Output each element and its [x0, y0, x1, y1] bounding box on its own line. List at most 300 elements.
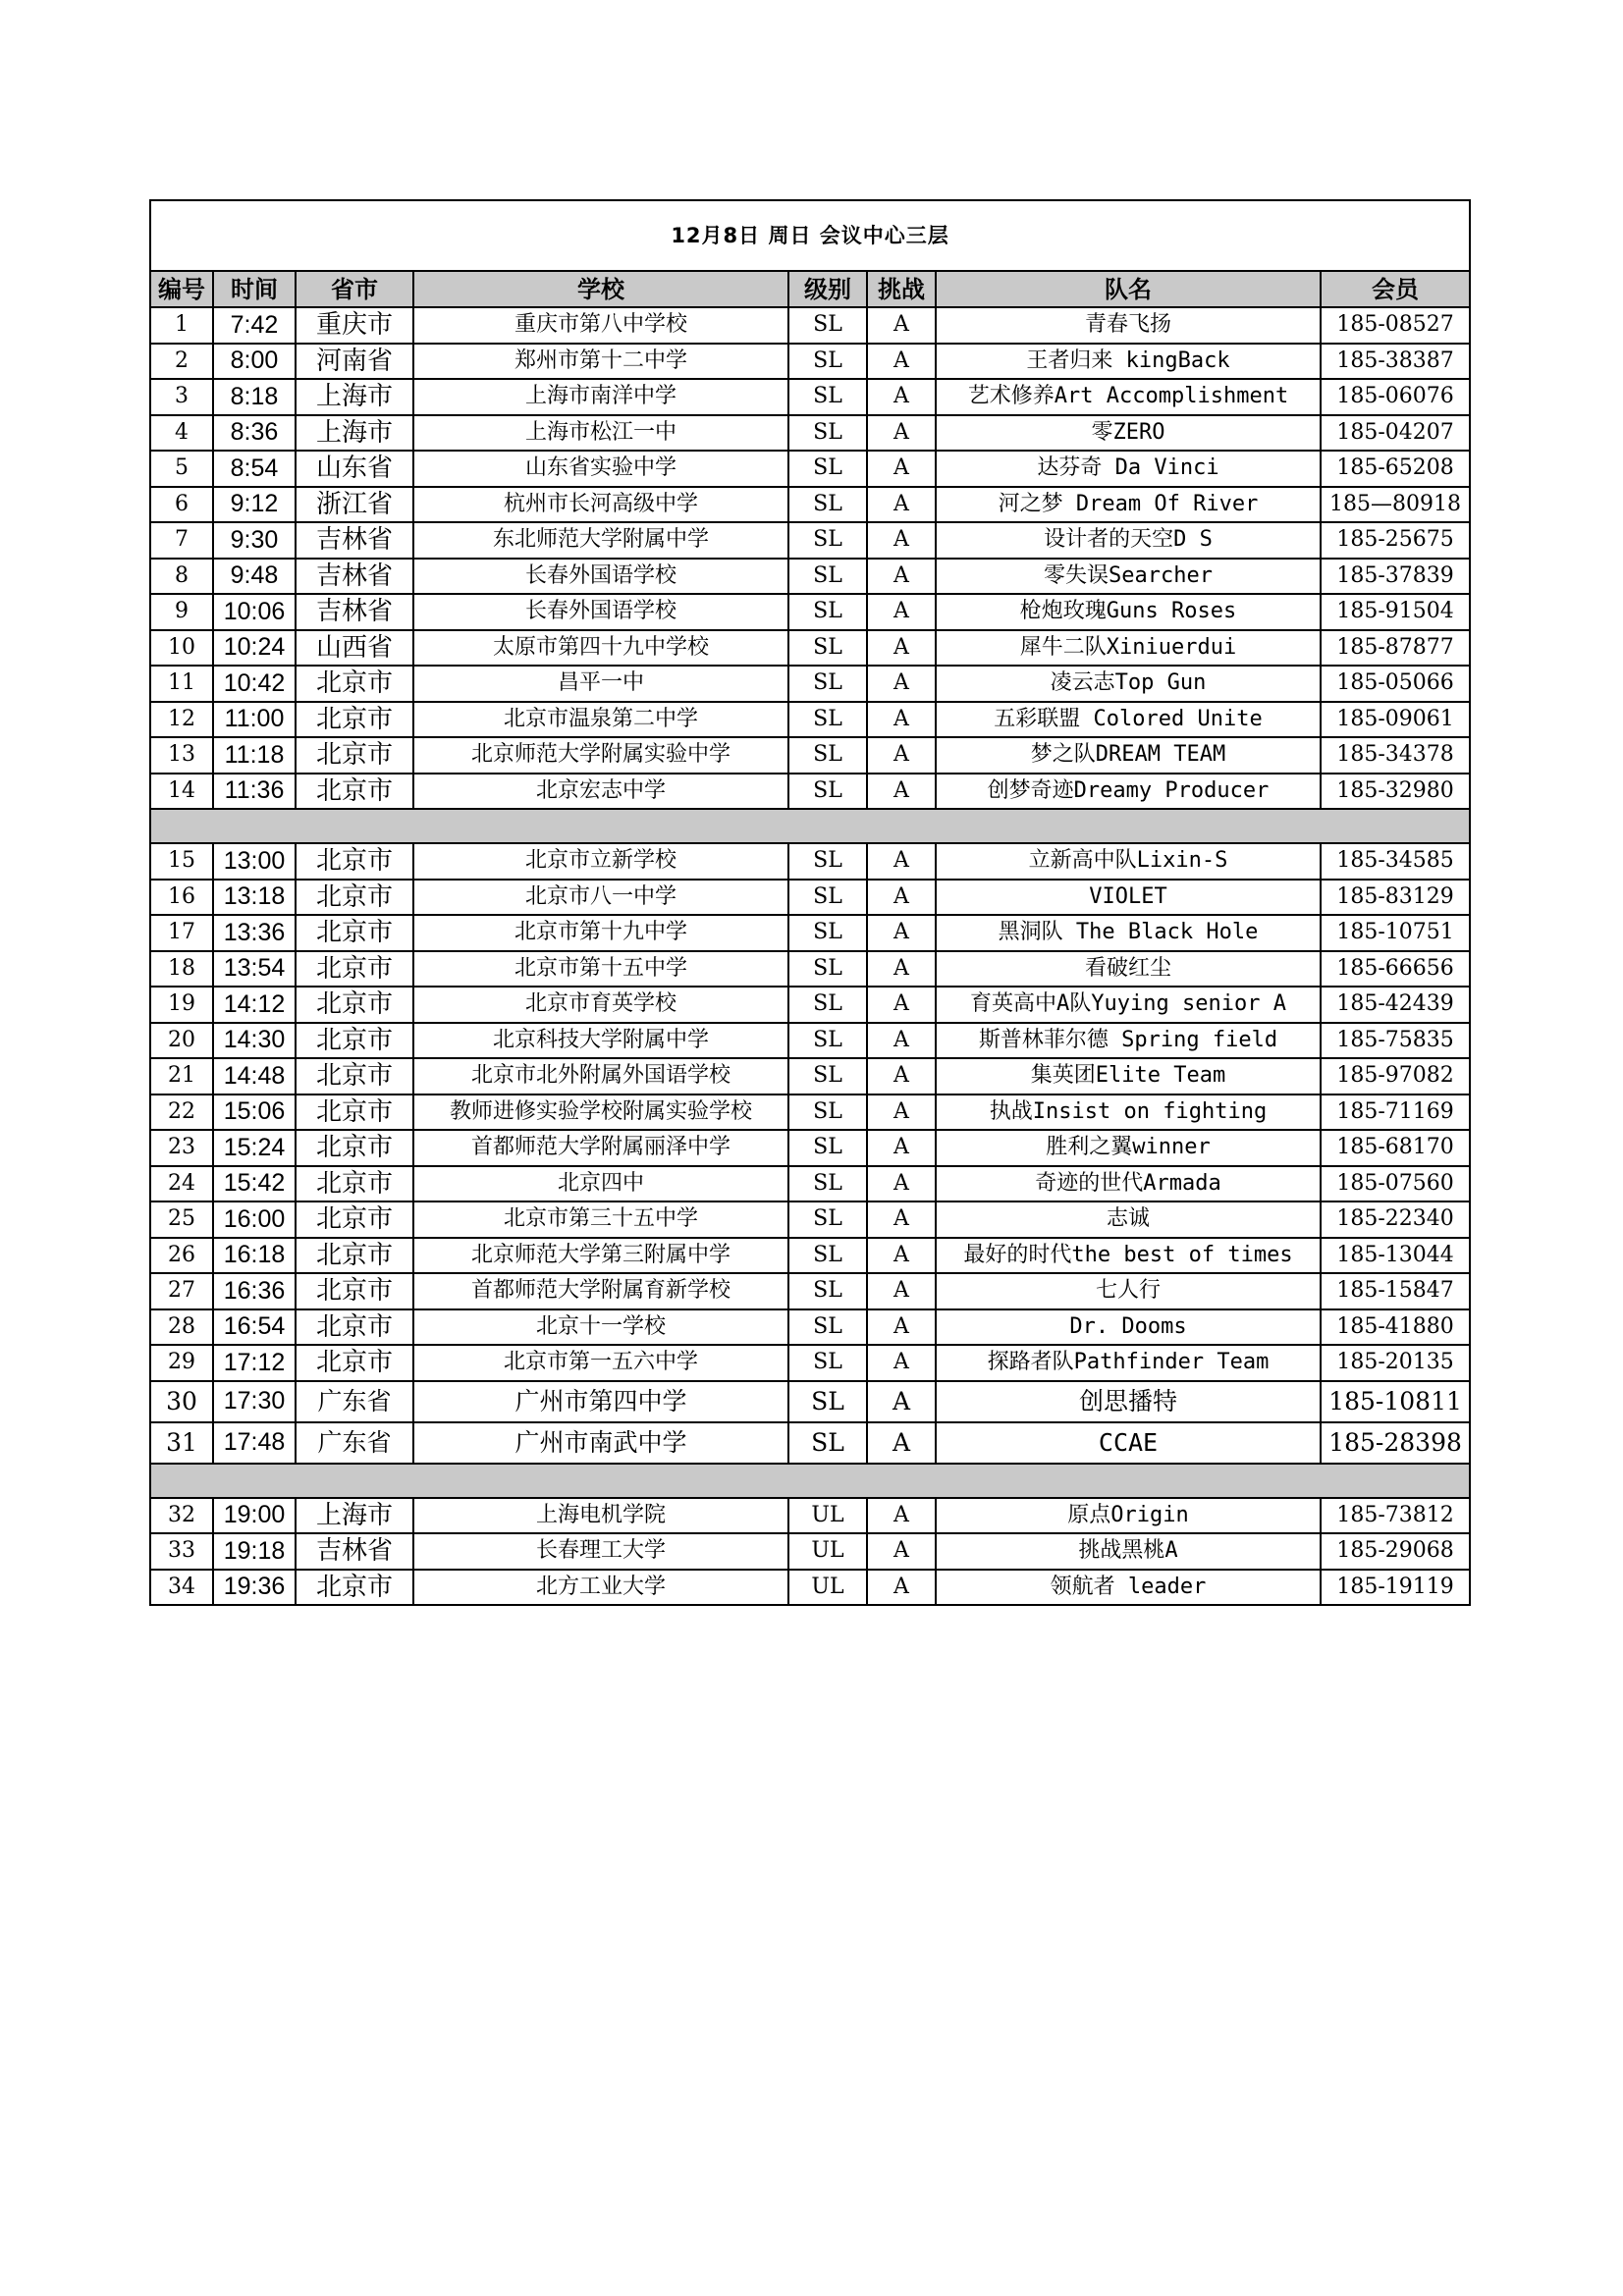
- row-member: 185-07560: [1321, 1166, 1470, 1202]
- row-province: 山西省: [296, 630, 413, 667]
- row-province: 北京市: [296, 737, 413, 774]
- row-school: 郑州市第十二中学: [413, 344, 788, 380]
- header-province: 省市: [296, 271, 413, 307]
- row-school: 长春理工大学: [413, 1533, 788, 1570]
- row-number: 8: [150, 559, 213, 595]
- row-school: 太原市第四十九中学校: [413, 630, 788, 667]
- row-member: 185-05066: [1321, 666, 1470, 702]
- row-level: SL: [788, 415, 867, 452]
- row-province: 北京市: [296, 915, 413, 951]
- row-level: SL: [788, 987, 867, 1023]
- row-challenge: A: [867, 415, 936, 452]
- table-row: [150, 344, 1470, 380]
- row-challenge: A: [867, 1058, 936, 1095]
- row-team: 创梦奇迹Dreamy Producer: [936, 774, 1321, 810]
- session-separator: [150, 809, 1470, 843]
- row-time: 19:36: [213, 1570, 296, 1606]
- row-challenge: A: [867, 379, 936, 415]
- row-school: 东北师范大学附属中学: [413, 522, 788, 559]
- row-school: 北京科技大学附属中学: [413, 1023, 788, 1059]
- table-row: [150, 1422, 1470, 1464]
- row-level: UL: [788, 1498, 867, 1534]
- row-province: 北京市: [296, 843, 413, 880]
- row-province: 北京市: [296, 1058, 413, 1095]
- row-school: 杭州市长河高级中学: [413, 487, 788, 523]
- row-challenge: A: [867, 487, 936, 523]
- row-time: 15:06: [213, 1095, 296, 1131]
- row-school: 首都师范大学附属育新学校: [413, 1273, 788, 1309]
- row-member: 185-20135: [1321, 1345, 1470, 1381]
- table-row: [150, 666, 1470, 702]
- row-member: 185-19119: [1321, 1570, 1470, 1606]
- row-member: 185-25675: [1321, 522, 1470, 559]
- row-number: 5: [150, 451, 213, 487]
- row-team: 梦之队DREAM TEAM: [936, 737, 1321, 774]
- table-row: [150, 1238, 1470, 1274]
- row-member: 185-28398: [1321, 1422, 1470, 1464]
- row-number: 7: [150, 522, 213, 559]
- row-challenge: A: [867, 1533, 936, 1570]
- row-challenge: A: [867, 559, 936, 595]
- header-member: 会员: [1321, 271, 1470, 307]
- row-member: 185-68170: [1321, 1130, 1470, 1166]
- row-school: 上海市南洋中学: [413, 379, 788, 415]
- row-member: 185-15847: [1321, 1273, 1470, 1309]
- row-province: 上海市: [296, 415, 413, 452]
- row-challenge: A: [867, 630, 936, 667]
- row-member: 185-83129: [1321, 880, 1470, 916]
- row-level: SL: [788, 702, 867, 738]
- row-province: 上海市: [296, 1498, 413, 1534]
- row-level: SL: [788, 1095, 867, 1131]
- row-challenge: A: [867, 1273, 936, 1309]
- title-row: [150, 200, 1470, 271]
- row-level: SL: [788, 522, 867, 559]
- row-member: 185-22340: [1321, 1201, 1470, 1238]
- row-challenge: A: [867, 702, 936, 738]
- row-time: 16:18: [213, 1238, 296, 1274]
- row-member: 185-08527: [1321, 307, 1470, 344]
- row-level: SL: [788, 915, 867, 951]
- row-number: 30: [150, 1381, 213, 1422]
- row-time: 19:00: [213, 1498, 296, 1534]
- header-school: 学校: [413, 271, 788, 307]
- row-member: 185-04207: [1321, 415, 1470, 452]
- row-challenge: A: [867, 594, 936, 630]
- row-province: 吉林省: [296, 559, 413, 595]
- row-member: 185-73812: [1321, 1498, 1470, 1534]
- row-school: 北京市立新学校: [413, 843, 788, 880]
- row-member: 185-10751: [1321, 915, 1470, 951]
- table-row: [150, 1058, 1470, 1095]
- row-province: 北京市: [296, 1238, 413, 1274]
- header-challenge: 挑战: [867, 271, 936, 307]
- row-team: 河之梦 Dream Of River: [936, 487, 1321, 523]
- row-province: 重庆市: [296, 307, 413, 344]
- row-province: 北京市: [296, 987, 413, 1023]
- row-number: 27: [150, 1273, 213, 1309]
- row-province: 广东省: [296, 1381, 413, 1422]
- row-time: 16:00: [213, 1201, 296, 1238]
- row-level: SL: [788, 1130, 867, 1166]
- row-time: 14:30: [213, 1023, 296, 1059]
- row-challenge: A: [867, 880, 936, 916]
- row-team: 领航者 leader: [936, 1570, 1321, 1606]
- row-province: 北京市: [296, 880, 413, 916]
- row-province: 北京市: [296, 1345, 413, 1381]
- row-team: 黑洞队 The Black Hole: [936, 915, 1321, 951]
- table-row: [150, 415, 1470, 452]
- row-member: 185-38387: [1321, 344, 1470, 380]
- row-time: 14:12: [213, 987, 296, 1023]
- table-row: [150, 774, 1470, 810]
- row-member: 185-75835: [1321, 1023, 1470, 1059]
- row-school: 北京市第十九中学: [413, 915, 788, 951]
- row-number: 22: [150, 1095, 213, 1131]
- row-team: 奇迹的世代Armada: [936, 1166, 1321, 1202]
- row-member: 185-71169: [1321, 1095, 1470, 1131]
- row-province: 北京市: [296, 1095, 413, 1131]
- row-time: 10:42: [213, 666, 296, 702]
- row-school: 山东省实验中学: [413, 451, 788, 487]
- row-province: 北京市: [296, 702, 413, 738]
- row-school: 北京市第十五中学: [413, 951, 788, 988]
- row-challenge: A: [867, 666, 936, 702]
- row-number: 32: [150, 1498, 213, 1534]
- row-province: 北京市: [296, 1166, 413, 1202]
- row-province: 北京市: [296, 1201, 413, 1238]
- row-level: UL: [788, 1570, 867, 1606]
- row-team: 育英高中A队Yuying senior A: [936, 987, 1321, 1023]
- row-challenge: A: [867, 1095, 936, 1131]
- row-member: 185-34585: [1321, 843, 1470, 880]
- row-level: SL: [788, 843, 867, 880]
- row-level: SL: [788, 737, 867, 774]
- separator-cell: [150, 809, 1470, 843]
- row-team: 零ZERO: [936, 415, 1321, 452]
- row-team: 青春飞扬: [936, 307, 1321, 344]
- row-province: 北京市: [296, 1130, 413, 1166]
- row-team: CCAE: [936, 1422, 1321, 1464]
- row-challenge: A: [867, 987, 936, 1023]
- table-row: [150, 951, 1470, 988]
- row-school: 北京十一学校: [413, 1309, 788, 1346]
- row-level: SL: [788, 666, 867, 702]
- row-level: SL: [788, 1058, 867, 1095]
- row-level: SL: [788, 1422, 867, 1464]
- row-team: 创思播特: [936, 1381, 1321, 1422]
- row-time: 8:18: [213, 379, 296, 415]
- row-team: 胜利之翼winner: [936, 1130, 1321, 1166]
- row-team: 犀牛二队Xiniuerdui: [936, 630, 1321, 667]
- row-level: SL: [788, 307, 867, 344]
- row-team: 集英团Elite Team: [936, 1058, 1321, 1095]
- row-member: 185-06076: [1321, 379, 1470, 415]
- row-time: 11:36: [213, 774, 296, 810]
- row-time: 11:18: [213, 737, 296, 774]
- row-team: 斯普林菲尔德 Spring field: [936, 1023, 1321, 1059]
- row-number: 28: [150, 1309, 213, 1346]
- row-province: 吉林省: [296, 594, 413, 630]
- row-number: 2: [150, 344, 213, 380]
- row-level: SL: [788, 1201, 867, 1238]
- row-level: SL: [788, 1309, 867, 1346]
- table-row: [150, 559, 1470, 595]
- row-number: 19: [150, 987, 213, 1023]
- row-number: 1: [150, 307, 213, 344]
- row-number: 31: [150, 1422, 213, 1464]
- row-challenge: A: [867, 843, 936, 880]
- row-time: 14:48: [213, 1058, 296, 1095]
- row-school: 广州市第四中学: [413, 1381, 788, 1422]
- row-time: 13:36: [213, 915, 296, 951]
- row-time: 9:12: [213, 487, 296, 523]
- row-level: SL: [788, 1345, 867, 1381]
- row-team: 志诚: [936, 1201, 1321, 1238]
- row-level: SL: [788, 1023, 867, 1059]
- row-school: 长春外国语学校: [413, 559, 788, 595]
- table-row: [150, 1309, 1470, 1346]
- table-row: [150, 522, 1470, 559]
- row-school: 北京市第三十五中学: [413, 1201, 788, 1238]
- header-row: [150, 271, 1470, 307]
- row-time: 17:30: [213, 1381, 296, 1422]
- row-time: 13:18: [213, 880, 296, 916]
- row-level: SL: [788, 880, 867, 916]
- row-school: 北京宏志中学: [413, 774, 788, 810]
- table-row: [150, 451, 1470, 487]
- schedule-title: 12月8日 周日 会议中心三层: [150, 200, 1470, 271]
- row-time: 13:00: [213, 843, 296, 880]
- row-member: 185-87877: [1321, 630, 1470, 667]
- row-time: 15:24: [213, 1130, 296, 1166]
- row-member: 185-34378: [1321, 737, 1470, 774]
- row-number: 20: [150, 1023, 213, 1059]
- row-member: 185-42439: [1321, 987, 1470, 1023]
- row-level: SL: [788, 1238, 867, 1274]
- row-number: 16: [150, 880, 213, 916]
- row-school: 广州市南武中学: [413, 1422, 788, 1464]
- row-level: SL: [788, 594, 867, 630]
- row-number: 11: [150, 666, 213, 702]
- row-team: 凌云志Top Gun: [936, 666, 1321, 702]
- header-team: 队名: [936, 271, 1321, 307]
- table-row: [150, 702, 1470, 738]
- row-province: 北京市: [296, 1273, 413, 1309]
- row-level: SL: [788, 1273, 867, 1309]
- table-row: [150, 1533, 1470, 1570]
- row-number: 33: [150, 1533, 213, 1570]
- row-province: 北京市: [296, 666, 413, 702]
- row-time: 8:00: [213, 344, 296, 380]
- row-number: 10: [150, 630, 213, 667]
- row-team: 看破红尘: [936, 951, 1321, 988]
- row-challenge: A: [867, 951, 936, 988]
- row-school: 上海电机学院: [413, 1498, 788, 1534]
- row-province: 山东省: [296, 451, 413, 487]
- row-member: 185-97082: [1321, 1058, 1470, 1095]
- schedule-body: [150, 200, 1470, 1605]
- row-member: 185-09061: [1321, 702, 1470, 738]
- table-row: [150, 1166, 1470, 1202]
- header-time: 时间: [213, 271, 296, 307]
- row-province: 北京市: [296, 951, 413, 988]
- row-time: 11:00: [213, 702, 296, 738]
- row-school: 北京市北外附属外国语学校: [413, 1058, 788, 1095]
- table-row: [150, 987, 1470, 1023]
- row-team: VIOLET: [936, 880, 1321, 916]
- row-level: SL: [788, 559, 867, 595]
- row-time: 8:54: [213, 451, 296, 487]
- row-challenge: A: [867, 737, 936, 774]
- row-number: 29: [150, 1345, 213, 1381]
- row-level: SL: [788, 1381, 867, 1422]
- row-number: 34: [150, 1570, 213, 1606]
- row-province: 北京市: [296, 1570, 413, 1606]
- row-number: 15: [150, 843, 213, 880]
- row-level: SL: [788, 630, 867, 667]
- row-number: 4: [150, 415, 213, 452]
- row-number: 13: [150, 737, 213, 774]
- row-number: 25: [150, 1201, 213, 1238]
- row-school: 昌平一中: [413, 666, 788, 702]
- row-number: 26: [150, 1238, 213, 1274]
- row-team: 原点Origin: [936, 1498, 1321, 1534]
- row-team: 最好的时代the best of times: [936, 1238, 1321, 1274]
- row-team: 达芬奇 Da Vinci: [936, 451, 1321, 487]
- row-time: 9:30: [213, 522, 296, 559]
- row-time: 13:54: [213, 951, 296, 988]
- row-team: 艺术修养Art Accomplishment: [936, 379, 1321, 415]
- row-team: 枪炮玫瑰Guns Roses: [936, 594, 1321, 630]
- row-time: 9:48: [213, 559, 296, 595]
- row-team: 探路者队Pathfinder Team: [936, 1345, 1321, 1381]
- table-row: [150, 1201, 1470, 1238]
- row-time: 17:12: [213, 1345, 296, 1381]
- header-level: 级别: [788, 271, 867, 307]
- row-time: 17:48: [213, 1422, 296, 1464]
- row-member: 185-10811: [1321, 1381, 1470, 1422]
- row-challenge: A: [867, 1023, 936, 1059]
- row-province: 北京市: [296, 1309, 413, 1346]
- row-challenge: A: [867, 774, 936, 810]
- row-school: 北京师范大学附属实验中学: [413, 737, 788, 774]
- row-challenge: A: [867, 522, 936, 559]
- row-number: 21: [150, 1058, 213, 1095]
- row-challenge: A: [867, 1422, 936, 1464]
- row-member: 185-29068: [1321, 1533, 1470, 1570]
- row-province: 吉林省: [296, 1533, 413, 1570]
- row-challenge: A: [867, 344, 936, 380]
- row-challenge: A: [867, 915, 936, 951]
- row-school: 上海市松江一中: [413, 415, 788, 452]
- row-school: 北京师范大学第三附属中学: [413, 1238, 788, 1274]
- table-row: [150, 630, 1470, 667]
- table-row: [150, 379, 1470, 415]
- row-team: Dr. Dooms: [936, 1309, 1321, 1346]
- row-school: 北京市八一中学: [413, 880, 788, 916]
- schedule-table: [149, 199, 1471, 1606]
- row-member: 185-66656: [1321, 951, 1470, 988]
- separator-cell: [150, 1464, 1470, 1498]
- row-number: 3: [150, 379, 213, 415]
- row-level: SL: [788, 344, 867, 380]
- row-school: 北京市第一五六中学: [413, 1345, 788, 1381]
- row-time: 10:24: [213, 630, 296, 667]
- row-challenge: A: [867, 1381, 936, 1422]
- header-num: 编号: [150, 271, 213, 307]
- row-challenge: A: [867, 1309, 936, 1346]
- row-level: UL: [788, 1533, 867, 1570]
- row-challenge: A: [867, 1498, 936, 1534]
- row-province: 吉林省: [296, 522, 413, 559]
- row-time: 7:42: [213, 307, 296, 344]
- row-time: 8:36: [213, 415, 296, 452]
- row-level: SL: [788, 487, 867, 523]
- table-row: [150, 307, 1470, 344]
- row-school: 长春外国语学校: [413, 594, 788, 630]
- row-school: 教师进修实验学校附属实验学校: [413, 1095, 788, 1131]
- row-number: 14: [150, 774, 213, 810]
- row-level: SL: [788, 451, 867, 487]
- row-number: 6: [150, 487, 213, 523]
- row-number: 12: [150, 702, 213, 738]
- table-row: [150, 1130, 1470, 1166]
- row-province: 北京市: [296, 774, 413, 810]
- row-province: 广东省: [296, 1422, 413, 1464]
- row-number: 9: [150, 594, 213, 630]
- row-school: 北京四中: [413, 1166, 788, 1202]
- table-row: [150, 1570, 1470, 1606]
- table-row: [150, 1381, 1470, 1422]
- row-number: 17: [150, 915, 213, 951]
- row-school: 北京市温泉第二中学: [413, 702, 788, 738]
- table-row: [150, 1273, 1470, 1309]
- row-province: 浙江省: [296, 487, 413, 523]
- row-time: 16:54: [213, 1309, 296, 1346]
- row-challenge: A: [867, 1238, 936, 1274]
- row-challenge: A: [867, 1166, 936, 1202]
- table-row: [150, 1095, 1470, 1131]
- table-row: [150, 915, 1470, 951]
- row-time: 16:36: [213, 1273, 296, 1309]
- row-team: 设计者的天空D S: [936, 522, 1321, 559]
- row-province: 河南省: [296, 344, 413, 380]
- row-challenge: A: [867, 1345, 936, 1381]
- table-row: [150, 1345, 1470, 1381]
- row-challenge: A: [867, 1201, 936, 1238]
- row-member: 185-41880: [1321, 1309, 1470, 1346]
- row-team: 七人行: [936, 1273, 1321, 1309]
- row-level: SL: [788, 774, 867, 810]
- row-team: 挑战黑桃A: [936, 1533, 1321, 1570]
- row-member: 185-13044: [1321, 1238, 1470, 1274]
- row-time: 10:06: [213, 594, 296, 630]
- row-province: 上海市: [296, 379, 413, 415]
- table-row: [150, 1498, 1470, 1534]
- session-separator: [150, 1464, 1470, 1498]
- table-row: [150, 843, 1470, 880]
- row-challenge: A: [867, 1570, 936, 1606]
- row-number: 24: [150, 1166, 213, 1202]
- row-province: 北京市: [296, 1023, 413, 1059]
- row-level: SL: [788, 1166, 867, 1202]
- row-team: 王者归来 kingBack: [936, 344, 1321, 380]
- table-row: [150, 737, 1470, 774]
- row-team: 零失误Searcher: [936, 559, 1321, 595]
- row-challenge: A: [867, 451, 936, 487]
- row-school: 首都师范大学附属丽泽中学: [413, 1130, 788, 1166]
